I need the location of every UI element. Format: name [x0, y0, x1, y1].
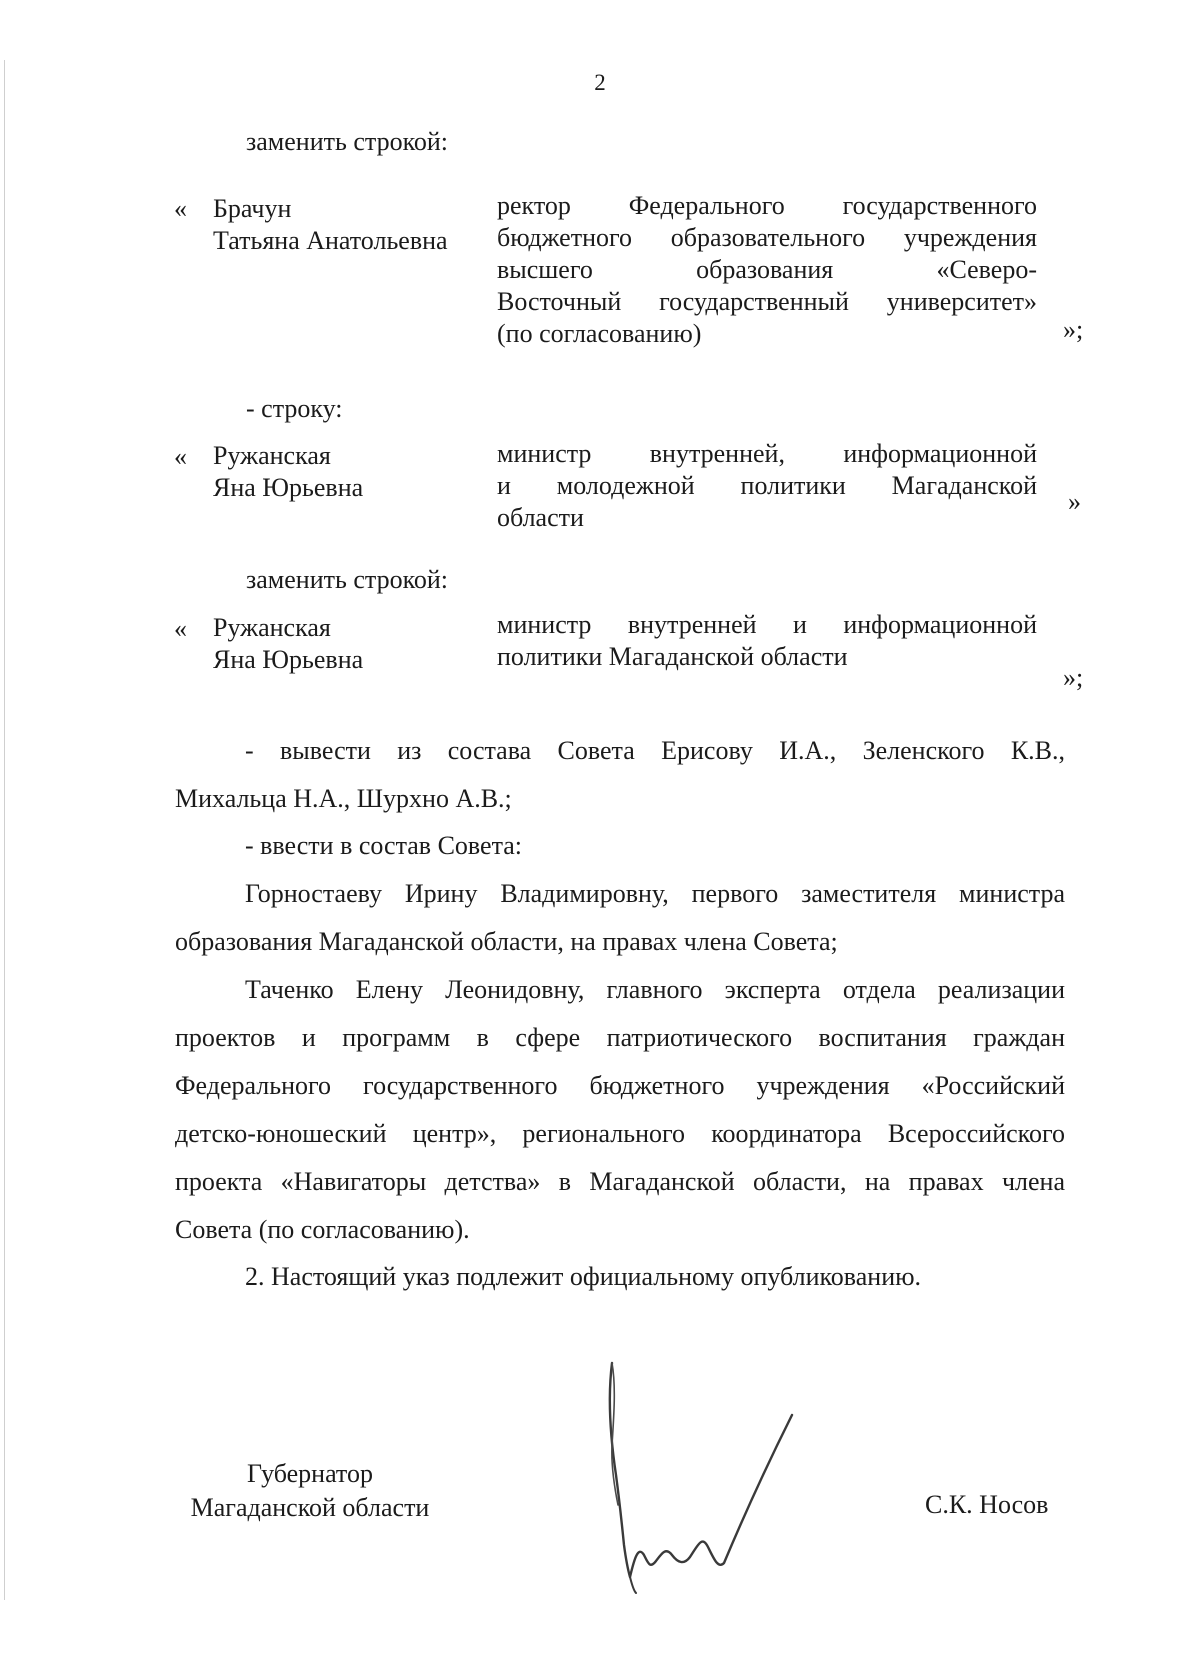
position-line: Губернатор: [247, 1459, 373, 1488]
paragraph-line: проектов и программ в сфере патриотического воспитания граждан: [175, 1023, 1065, 1052]
open-quote: «: [174, 442, 187, 471]
paragraph-line: Горностаеву Ирину Владимировну, первого заместителя министра: [245, 879, 1065, 908]
paragraph-line: детско-юношеский центр», регионального координатора Всероссийского: [175, 1119, 1065, 1148]
paragraph-gornostaeva: [175, 870, 1065, 966]
close-quote: »;: [1063, 663, 1084, 692]
scan-margin-line: [4, 60, 5, 1600]
paragraph-remove-members: [175, 727, 1065, 823]
paragraph-line: проекта «Навигаторы детства» в Магаданской области, на правах члена: [175, 1167, 1065, 1196]
name-line: Ружанская: [213, 613, 331, 642]
handwritten-signature: [590, 1355, 810, 1595]
desc-line: (по согласованию): [497, 319, 702, 348]
desc-line: Восточный государственный университет»: [497, 287, 1037, 316]
desc-line: министр внутренней, информационной: [497, 439, 1037, 468]
person-name: [213, 193, 448, 257]
name-line: Ружанская: [213, 441, 331, 470]
paragraph-line: Совета (по согласованию).: [175, 1215, 470, 1244]
paragraph-line: образования Магаданской области, на правах члена Совета;: [175, 927, 838, 956]
open-quote: «: [174, 194, 187, 223]
name-line: Брачун: [213, 194, 292, 223]
open-quote: «: [174, 614, 187, 643]
desc-line: политики Магаданской области: [497, 642, 848, 671]
signer-position: [160, 1457, 460, 1525]
paragraph-line: Федерального государственного бюджетного учреждения «Российский: [175, 1071, 1065, 1100]
person-name: [213, 612, 363, 676]
paragraph-line: - ввести в состав Совета:: [245, 831, 523, 860]
position-description: [497, 190, 1037, 350]
paragraph-add-members: [175, 822, 1065, 870]
desc-line: министр внутренней и информационной: [497, 610, 1037, 639]
position-description: [497, 438, 1037, 534]
desc-line: области: [497, 503, 584, 532]
paragraph-line: 2. Настоящий указ подлежит официальному опубликованию.: [245, 1262, 922, 1291]
paragraph-publication: [175, 1253, 1065, 1301]
desc-line: и молодежной политики Магаданской: [497, 471, 1037, 500]
paragraph-line: Михальца Н.А., Шурхно А.В.;: [175, 784, 512, 813]
close-quote: »;: [1063, 315, 1084, 344]
block-label: заменить строкой:: [246, 565, 449, 594]
position-description: [497, 609, 1037, 673]
name-line: Яна Юрьевна: [213, 645, 364, 674]
block-label: - строку:: [246, 394, 343, 423]
paragraph-line: Таченко Елену Леонидовну, главного эксперта отдела реализации: [245, 975, 1065, 1004]
paragraph-tachenko: [175, 966, 1065, 1254]
block-label: заменить строкой:: [246, 127, 449, 156]
close-quote: »: [1068, 487, 1081, 516]
page-number: 2: [594, 70, 606, 95]
signer-name: С.К. Носов: [925, 1490, 1049, 1519]
desc-line: бюджетного образовательного учреждения: [497, 223, 1037, 252]
name-line: Татьяна Анатольевна: [213, 226, 448, 255]
desc-line: высшего образования «Северо-: [497, 255, 1037, 284]
paragraph-line: - вывести из состава Совета Ерисову И.А., Зеленского К.В.,: [245, 736, 1065, 765]
desc-line: ректор Федерального государственного: [497, 191, 1037, 220]
person-name: [213, 440, 363, 504]
position-line: Магаданской области: [190, 1493, 430, 1522]
name-line: Яна Юрьевна: [213, 473, 364, 502]
